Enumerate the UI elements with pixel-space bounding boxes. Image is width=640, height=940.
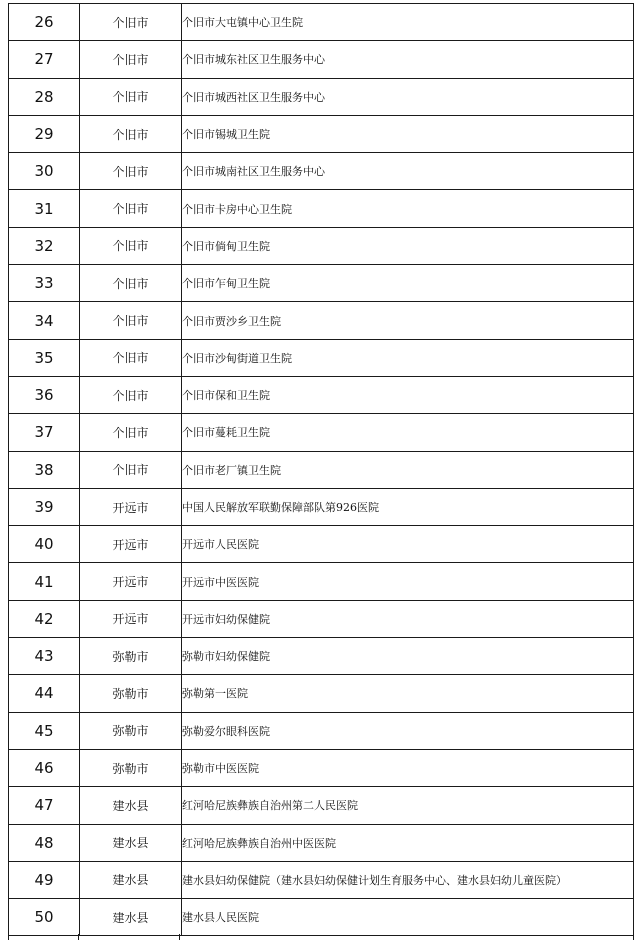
row-city: 个旧市 — [80, 227, 182, 264]
row-number: 50 — [9, 899, 80, 936]
row-institution: 个旧市乍甸卫生院 — [182, 265, 634, 302]
table-row — [9, 749, 634, 786]
row-number: 33 — [9, 265, 80, 302]
row-institution: 弥勒爱尔眼科医院 — [182, 712, 634, 749]
table-row — [9, 153, 634, 190]
row-institution: 个旧市锡城卫生院 — [182, 115, 634, 152]
row-institution: 弥勒第一医院 — [182, 675, 634, 712]
table-row — [9, 712, 634, 749]
row-institution: 弥勒市中医医院 — [182, 749, 634, 786]
row-number: 32 — [9, 227, 80, 264]
row-number: 46 — [9, 749, 80, 786]
row-institution: 个旧市保和卫生院 — [182, 376, 634, 413]
row-number: 43 — [9, 638, 80, 675]
table-row — [9, 861, 634, 898]
table-continuation — [8, 934, 634, 940]
row-number: 42 — [9, 600, 80, 637]
row-institution: 红河哈尼族彝族自治州中医医院 — [182, 824, 634, 861]
row-city: 个旧市 — [80, 339, 182, 376]
row-city: 个旧市 — [80, 153, 182, 190]
table-row — [9, 265, 634, 302]
table-row — [9, 563, 634, 600]
row-institution: 个旧市城西社区卫生服务中心 — [182, 78, 634, 115]
row-number: 39 — [9, 488, 80, 525]
row-institution: 红河哈尼族彝族自治州第二人民医院 — [182, 787, 634, 824]
hospital-table — [8, 3, 634, 936]
row-city: 建水县 — [80, 899, 182, 936]
row-city: 个旧市 — [80, 414, 182, 451]
row-city: 个旧市 — [80, 376, 182, 413]
row-city: 弥勒市 — [80, 712, 182, 749]
row-number: 26 — [9, 4, 80, 41]
table-row — [9, 227, 634, 264]
table-row — [9, 190, 634, 227]
row-institution: 个旧市城东社区卫生服务中心 — [182, 41, 634, 78]
row-number: 49 — [9, 861, 80, 898]
row-city: 个旧市 — [80, 4, 182, 41]
table-row — [9, 638, 634, 675]
row-institution: 开远市中医医院 — [182, 563, 634, 600]
row-number: 34 — [9, 302, 80, 339]
row-institution: 个旧市蔓耗卫生院 — [182, 414, 634, 451]
row-city: 个旧市 — [80, 41, 182, 78]
row-number: 45 — [9, 712, 80, 749]
row-city: 开远市 — [80, 488, 182, 525]
row-institution: 建水县人民医院 — [182, 899, 634, 936]
table-row — [9, 78, 634, 115]
row-city: 开远市 — [80, 526, 182, 563]
row-number: 48 — [9, 824, 80, 861]
row-institution: 个旧市沙甸街道卫生院 — [182, 339, 634, 376]
table-row — [9, 4, 634, 41]
row-city: 建水县 — [80, 861, 182, 898]
row-institution: 弥勒市妇幼保健院 — [182, 638, 634, 675]
row-institution: 个旧市城南社区卫生服务中心 — [182, 153, 634, 190]
row-number: 40 — [9, 526, 80, 563]
row-number: 35 — [9, 339, 80, 376]
row-institution: 个旧市大屯镇中心卫生院 — [182, 4, 634, 41]
row-city: 个旧市 — [80, 115, 182, 152]
row-number: 37 — [9, 414, 80, 451]
row-city: 个旧市 — [80, 451, 182, 488]
row-number: 31 — [9, 190, 80, 227]
row-institution: 建水县妇幼保健院（建水县妇幼保健计划生育服务中心、建水县妇幼儿童医院） — [182, 861, 634, 898]
row-number: 30 — [9, 153, 80, 190]
row-city: 开远市 — [80, 600, 182, 637]
table-row — [9, 600, 634, 637]
row-number: 28 — [9, 78, 80, 115]
row-number: 36 — [9, 376, 80, 413]
row-number: 44 — [9, 675, 80, 712]
table-row — [9, 414, 634, 451]
table-row — [9, 339, 634, 376]
table-row — [9, 488, 634, 525]
row-institution: 个旧市贾沙乡卫生院 — [182, 302, 634, 339]
row-institution: 个旧市倘甸卫生院 — [182, 227, 634, 264]
row-city: 弥勒市 — [80, 638, 182, 675]
table-row — [9, 824, 634, 861]
row-city: 弥勒市 — [80, 749, 182, 786]
row-city: 个旧市 — [80, 190, 182, 227]
row-institution: 个旧市老厂镇卫生院 — [182, 451, 634, 488]
table-row — [9, 526, 634, 563]
row-city: 个旧市 — [80, 78, 182, 115]
row-city: 个旧市 — [80, 302, 182, 339]
table-row — [9, 675, 634, 712]
table-row — [9, 787, 634, 824]
row-institution: 中国人民解放军联勤保障部队第926医院 — [182, 488, 634, 525]
table-row — [9, 302, 634, 339]
table-row — [9, 376, 634, 413]
row-city: 建水县 — [80, 787, 182, 824]
row-city: 开远市 — [80, 563, 182, 600]
row-number: 47 — [9, 787, 80, 824]
table-body — [9, 4, 634, 936]
row-city: 个旧市 — [80, 265, 182, 302]
row-number: 27 — [9, 41, 80, 78]
table-row — [9, 115, 634, 152]
row-city: 建水县 — [80, 824, 182, 861]
row-institution: 开远市妇幼保健院 — [182, 600, 634, 637]
row-number: 38 — [9, 451, 80, 488]
table-row — [9, 899, 634, 936]
row-institution: 个旧市卡房中心卫生院 — [182, 190, 634, 227]
table-row — [9, 451, 634, 488]
row-institution: 开远市人民医院 — [182, 526, 634, 563]
row-number: 29 — [9, 115, 80, 152]
row-number: 41 — [9, 563, 80, 600]
table-row — [9, 41, 634, 78]
row-city: 弥勒市 — [80, 675, 182, 712]
